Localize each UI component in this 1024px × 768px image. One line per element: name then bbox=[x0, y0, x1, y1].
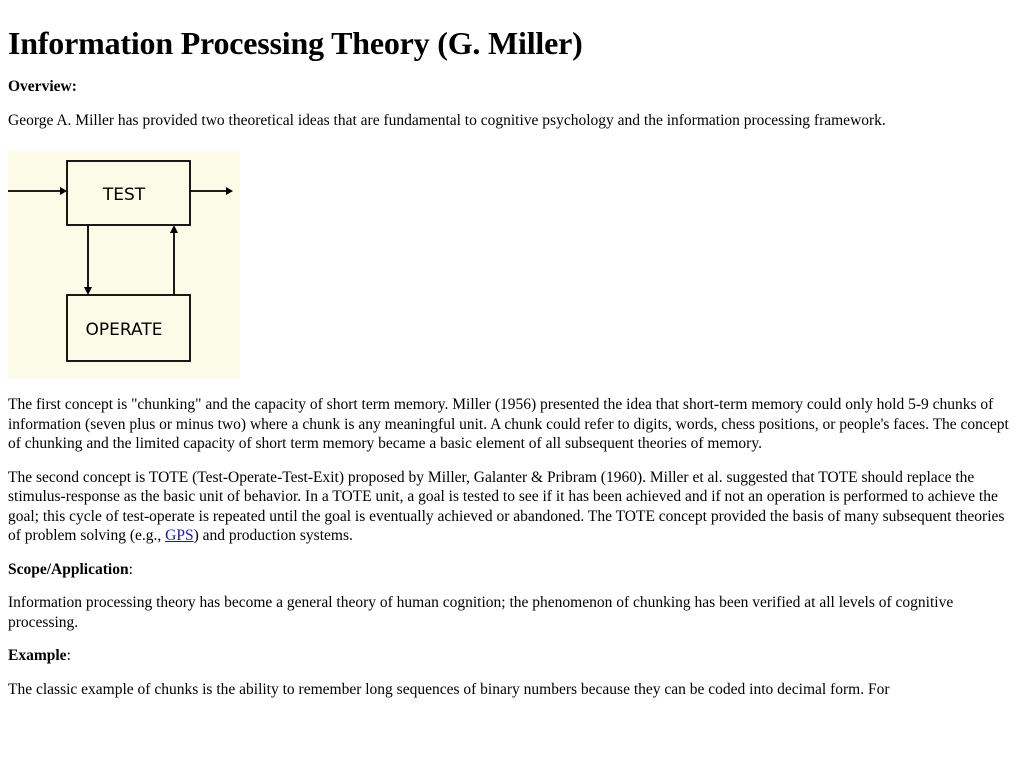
down-arrow-head bbox=[84, 287, 92, 295]
tote-diagram-svg bbox=[8, 151, 240, 379]
scope-heading bbox=[8, 560, 1014, 580]
tote-text-before-link: The second concept is TOTE (Test-Operate-Test-Exit) proposed by Miller, Galanter & Pribram (1960). Miller et al. suggested that TOTE should replace the stimulus-response as the basic unit of behavior. In a TOTE unit, a goal is tested to see if it has been achieved and if not an operation is performed to achieve the goal; this cycle of test-operate is repeated until the goal is eventually achieved or abandoned. The TOTE concept provided the basis of many subsequent theories of problem solving (e.g., bbox=[8, 468, 1005, 544]
tote-paragraph bbox=[8, 468, 1014, 546]
example-paragraph: The classic example of chunks is the ability to remember long sequences of binary numbers because they can be coded into decimal form. For bbox=[8, 680, 890, 698]
operate-label: OPERATE bbox=[85, 320, 163, 340]
example-heading bbox=[8, 646, 1014, 666]
example-heading-colon: : bbox=[66, 647, 71, 664]
up-arrow-head bbox=[170, 225, 178, 233]
scope-heading-colon: : bbox=[128, 560, 133, 578]
overview-heading bbox=[8, 77, 1014, 97]
overview-paragraph: George A. Miller has provided two theoretical ideas that are fundamental to cognitive psychology and the information processing framework. bbox=[8, 111, 886, 129]
scope-heading-text: Scope/Application bbox=[8, 560, 129, 578]
output-arrow-head bbox=[226, 187, 233, 195]
tote-diagram bbox=[8, 151, 240, 379]
tote-text-after-link: ) and production systems. bbox=[193, 527, 353, 544]
input-arrow-head bbox=[60, 187, 67, 195]
chunking-paragraph: The first concept is "chunking" and the capacity of short term memory. Miller (1956) presented the idea that short-term memory could only hold 5-9 chunks of information (seven plus or minus two) where a chunk is any meaningful unit. A chunk could refer to digits, words, chess positions, or people's faces. The concept of chunking and the limited capacity of short term memory became a basic element of all subsequent theories of memory. bbox=[8, 396, 1009, 452]
page-title: Information Processing Theory (G. Miller) bbox=[8, 25, 583, 61]
example-heading-text: Example bbox=[8, 647, 67, 664]
test-label: TEST bbox=[102, 185, 146, 205]
overview-heading-text: Overview: bbox=[8, 78, 77, 95]
scope-paragraph: Information processing theory has become a general theory of human cognition; the phenomenon of chunking has been verified at all levels of cognitive processing. bbox=[8, 594, 954, 631]
gps-link[interactable]: GPS bbox=[165, 527, 194, 544]
